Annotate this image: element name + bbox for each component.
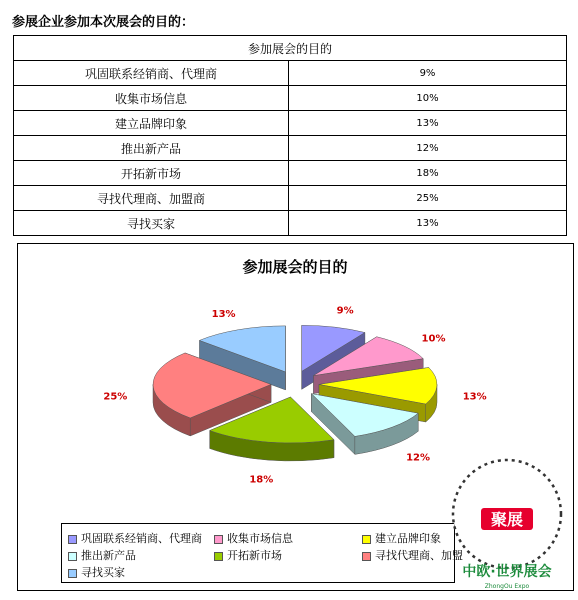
- pie-data-label: 25%: [103, 391, 128, 403]
- row-value: 25%: [289, 186, 567, 211]
- table-header-row: [14, 36, 567, 61]
- row-value: 9%: [289, 61, 567, 86]
- legend-swatch: [362, 552, 371, 561]
- legend-label: 建立品牌印象: [375, 532, 441, 545]
- table-row: [14, 136, 567, 161]
- legend-item: [214, 547, 282, 563]
- row-value: 13%: [289, 211, 567, 236]
- legend-swatch: [362, 535, 371, 544]
- legend-item: [68, 547, 136, 563]
- legend-label: 寻找代理商、加盟: [375, 549, 463, 562]
- legend-label: 巩固联系经销商、代理商: [81, 532, 202, 545]
- row-value: 13%: [289, 111, 567, 136]
- legend-swatch: [214, 552, 223, 561]
- table-row: [14, 211, 567, 236]
- watermark-bottom-text: 中欧·世界展会: [462, 564, 552, 580]
- legend-label: 推出新产品: [81, 549, 136, 562]
- chart-legend: [61, 523, 463, 583]
- pie-data-label: 13%: [211, 309, 236, 321]
- row-value: 18%: [289, 161, 567, 186]
- legend-item: [68, 530, 202, 546]
- legend-label: 收集市场信息: [227, 532, 293, 545]
- legend-item: [214, 530, 293, 546]
- pie-data-label: 10%: [421, 333, 446, 345]
- legend-item: [68, 564, 125, 580]
- pie-data-label: 9%: [336, 305, 354, 317]
- pie-data-label: 13%: [462, 391, 487, 403]
- page-heading: 参展企业参加本次展会的目的：: [12, 15, 195, 30]
- legend-item: [362, 530, 441, 546]
- row-value: 12%: [289, 136, 567, 161]
- table-row: [14, 86, 567, 111]
- watermark-top-text: 聚展: [490, 510, 524, 529]
- pie-data-label: 18%: [249, 474, 274, 486]
- pie-data-label: 12%: [406, 452, 431, 464]
- legend-swatch: [68, 535, 77, 544]
- row-label: 推出新产品: [14, 136, 289, 161]
- row-label: 收集市场信息: [14, 86, 289, 111]
- row-label: 建立品牌印象: [14, 111, 289, 136]
- table-row: [14, 61, 567, 86]
- row-label: 巩固联系经销商、代理商: [14, 61, 289, 86]
- chart-title: 参加展会的目的: [242, 258, 348, 276]
- row-label: 寻找代理商、加盟商: [14, 186, 289, 211]
- legend-label: 寻找买家: [81, 566, 125, 579]
- legend-label: 开拓新市场: [227, 549, 282, 562]
- table-row: [14, 161, 567, 186]
- legend-swatch: [214, 535, 223, 544]
- table-header: 参加展会的目的: [14, 36, 567, 61]
- row-value: 10%: [289, 86, 567, 111]
- watermark-stamp: [441, 446, 573, 596]
- row-label: 开拓新市场: [14, 161, 289, 186]
- legend-swatch: [68, 552, 77, 561]
- watermark-sub-text: ZhongOu Expo: [484, 583, 530, 590]
- table-row: [14, 186, 567, 211]
- purpose-table: [13, 35, 567, 236]
- table-row: [14, 111, 567, 136]
- row-label: 寻找买家: [14, 211, 289, 236]
- legend-swatch: [68, 569, 77, 578]
